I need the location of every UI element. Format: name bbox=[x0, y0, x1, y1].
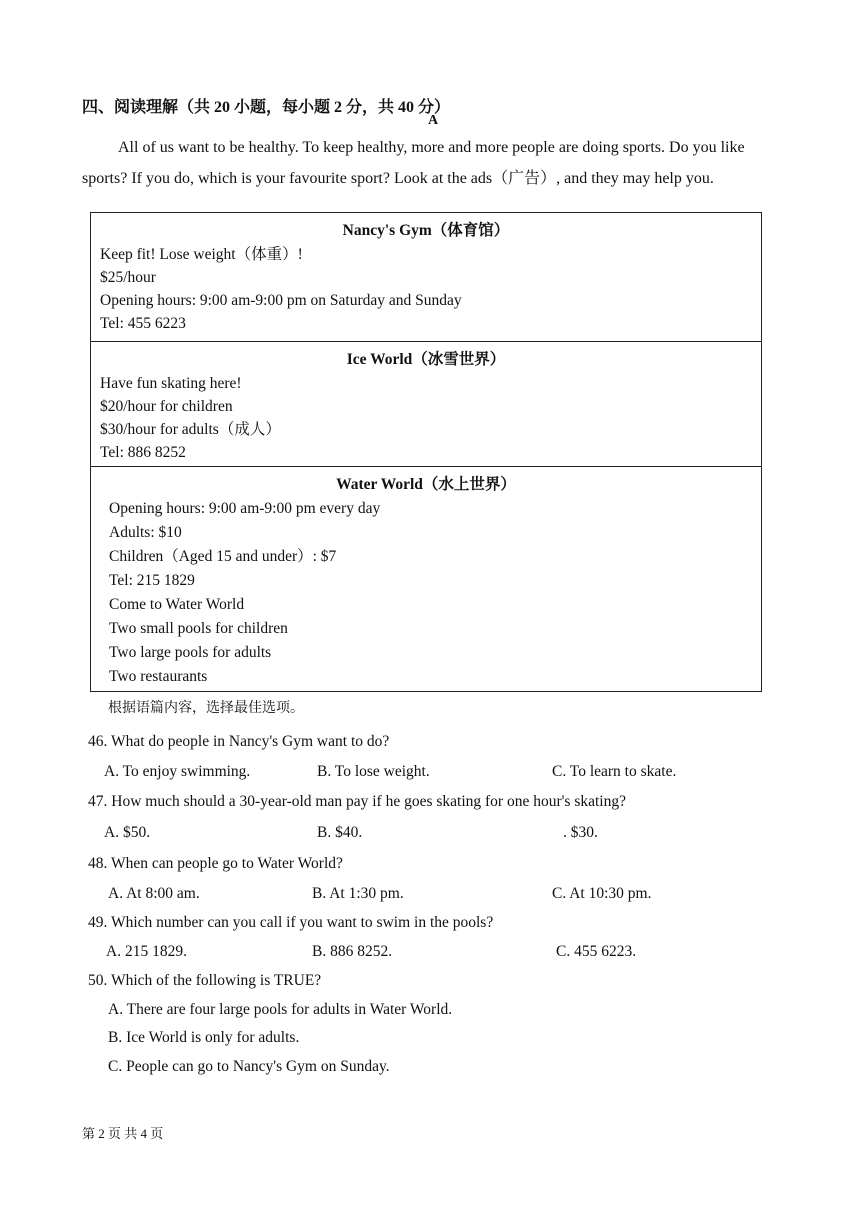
question-48-stem: 48. When can people go to Water World? bbox=[88, 855, 343, 872]
ad-line: Have fun skating here! bbox=[100, 375, 242, 392]
ad-line: Children（Aged 15 and under）: $7 bbox=[109, 548, 337, 565]
page-footer: 第 2 页 共 4 页 bbox=[82, 1126, 164, 1141]
question-47-option-b: B. $40. bbox=[317, 824, 363, 841]
question-49-option-a: A. 215 1829. bbox=[106, 943, 187, 960]
ad-title: Ice World（冰雪世界） bbox=[346, 351, 506, 368]
instruction: 根据语篇内容，选择最佳选项。 bbox=[108, 701, 304, 716]
ad-title: Water World（水上世界） bbox=[336, 476, 516, 493]
ad-line: Come to Water World bbox=[109, 596, 245, 613]
question-50-stem: 50. Which of the following is TRUE? bbox=[88, 972, 322, 989]
question-46-option-a: A. To enjoy swimming. bbox=[104, 763, 251, 780]
question-47-stem: 47. How much should a 30-year-old man pay if he goes skating for one hour's skating? bbox=[88, 793, 626, 810]
question-47-option-c: . $30. bbox=[563, 824, 598, 841]
ad-line: Two large pools for adults bbox=[109, 644, 272, 661]
section-title: 四、阅读理解（共 20 小题，每小题 2 分，共 40 分） bbox=[82, 99, 451, 116]
question-49-option-b: B. 886 8252. bbox=[312, 943, 393, 960]
ad-line: Tel: 886 8252 bbox=[100, 444, 186, 461]
ad-line: $20/hour for children bbox=[100, 398, 233, 415]
ad-ice-world bbox=[91, 341, 761, 466]
ad-line: Opening hours: 9:00 am-9:00 pm on Saturday and Sunday bbox=[100, 292, 462, 309]
ad-line: Opening hours: 9:00 am-9:00 pm every day bbox=[109, 500, 381, 517]
question-50-option-c: C. People can go to Nancy's Gym on Sunday. bbox=[108, 1058, 390, 1075]
ad-line: Two restaurants bbox=[109, 668, 208, 685]
passage-intro: All of us want to be healthy. To keep healthy, more and more people are doing sports. Do you like sports? If you do, which is your favourite sport? Look at the ads（广告）, and they may help you. bbox=[82, 139, 745, 187]
ad-line: $25/hour bbox=[100, 269, 156, 286]
ad-water-world bbox=[91, 466, 761, 691]
ad-nancys-gym bbox=[91, 213, 761, 341]
question-48-option-b: B. At 1:30 pm. bbox=[312, 885, 404, 902]
ad-line: Keep fit! Lose weight（体重）! bbox=[100, 246, 303, 263]
question-46-option-c: C. To learn to skate. bbox=[552, 763, 677, 780]
ad-line: $30/hour for adults（成人） bbox=[100, 421, 281, 438]
question-50-option-b: B. Ice World is only for adults. bbox=[108, 1029, 300, 1046]
question-48-option-c: C. At 10:30 pm. bbox=[552, 885, 652, 902]
ad-line: Adults: $10 bbox=[109, 524, 182, 541]
question-48-option-a: A. At 8:00 am. bbox=[108, 885, 200, 902]
ad-line: Tel: 455 6223 bbox=[100, 315, 186, 332]
question-49-option-c: C. 455 6223. bbox=[556, 943, 637, 960]
question-50-option-a: A. There are four large pools for adults in Water World. bbox=[108, 1001, 453, 1018]
ads-table bbox=[90, 212, 762, 692]
question-49-stem: 49. Which number can you call if you want to swim in the pools? bbox=[88, 914, 494, 931]
passage-letter: A bbox=[428, 113, 439, 128]
question-46-option-b: B. To lose weight. bbox=[317, 763, 430, 780]
ad-line: Tel: 215 1829 bbox=[109, 572, 195, 589]
question-47-option-a: A. $50. bbox=[104, 824, 151, 841]
ad-title: Nancy's Gym（体育馆） bbox=[342, 222, 510, 239]
ad-line: Two small pools for children bbox=[109, 620, 288, 637]
question-46-stem: 46. What do people in Nancy's Gym want to do? bbox=[88, 733, 390, 750]
